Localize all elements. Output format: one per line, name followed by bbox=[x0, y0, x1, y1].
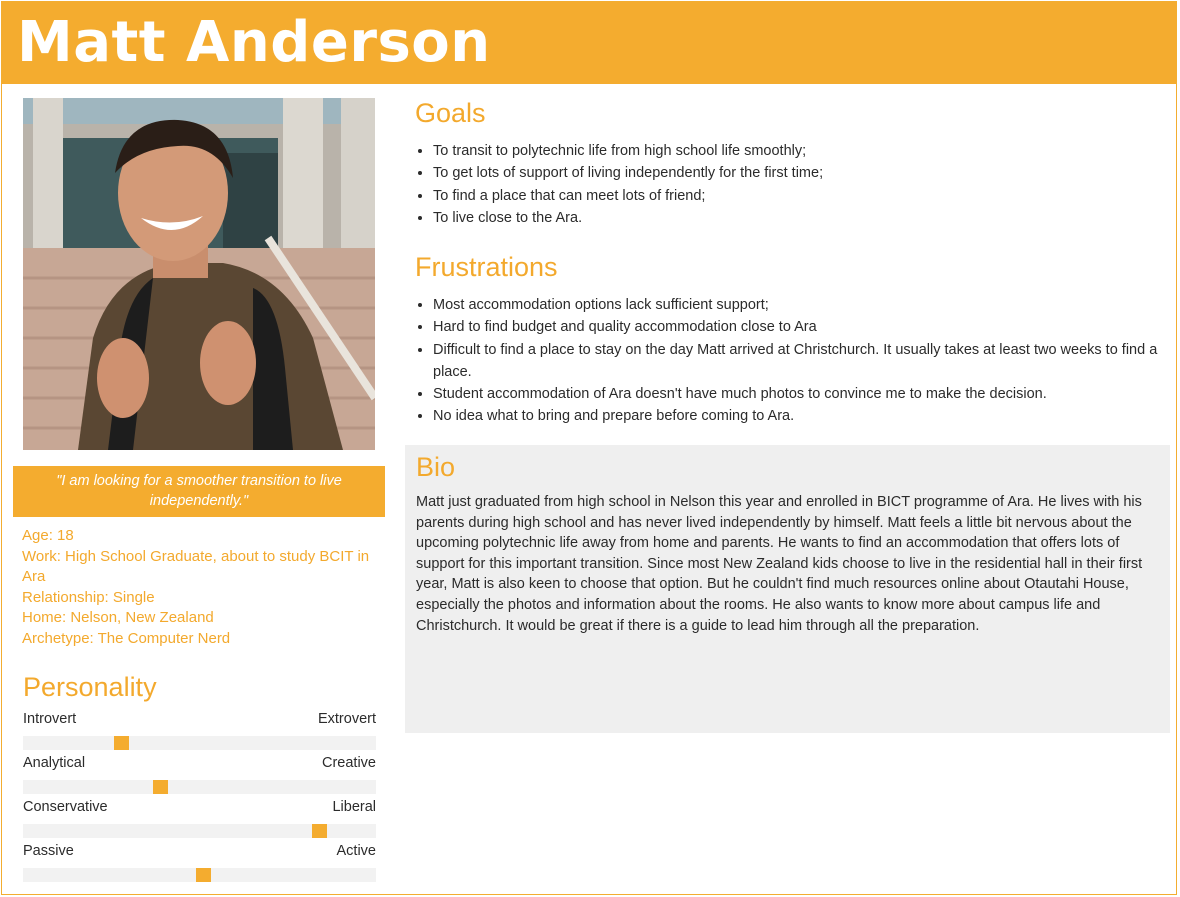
trait-right-label: Active bbox=[336, 843, 376, 859]
list-item: • No idea what to bring and prepare before coming to Ara. bbox=[433, 405, 1177, 427]
list-item: • To find a place that can meet lots of friend; bbox=[433, 185, 1177, 207]
trait-slider-introvert-extrovert bbox=[23, 711, 376, 751]
list-item: • To transit to polytechnic life from high school life smoothly; bbox=[433, 140, 1177, 162]
list-item: • Difficult to find a place to stay on the day Matt arrived at Christchurch. It usually takes at least two weeks to find a place. bbox=[433, 339, 1177, 384]
bio-text: Matt just graduated from high school in Nelson this year and enrolled in BICT programme of Ara. He lives with his parents during high school and has never lived independently by himself. Matt feels a little bit nervous about the upcoming polytechnic life away from home and parents. He wants to find an accommodation that offers lots of support for this important transition. Since most New Zealand kids choose to live in the residential hall in their first year, Matt is also keen to choose that option. But he couldn't find much resources online about Otautahi House, especially the photos and information about the rooms. He also wants to know more about campus life and Christchurch. It would be great if there is a guide to lead him through all the preparation. bbox=[416, 494, 1143, 634]
trait-marker bbox=[114, 736, 129, 750]
fact-home: Home: Nelson, New Zealand bbox=[22, 609, 214, 627]
persona-card bbox=[1, 1, 1177, 895]
trait-right-label: Liberal bbox=[332, 799, 376, 815]
list-item: • Student accommodation of Ara doesn't have much photos to convince me to make the decision. bbox=[433, 383, 1177, 405]
persona-name: Matt Anderson bbox=[17, 10, 491, 75]
fact-work: Work: High School Graduate, about to study BCIT in Ara bbox=[22, 547, 370, 586]
bio-title: Bio bbox=[416, 452, 456, 482]
fact-archetype: Archetype: The Computer Nerd bbox=[22, 629, 231, 647]
persona-photo bbox=[23, 98, 375, 450]
trait-slider-conservative-liberal bbox=[23, 799, 376, 839]
trait-marker bbox=[153, 780, 168, 794]
list-item: • Most accommodation options lack sufficient support; bbox=[433, 294, 1177, 316]
trait-left-label: Introvert bbox=[23, 711, 77, 727]
list-item: • To live close to the Ara. bbox=[433, 207, 1177, 229]
personality-title: Personality bbox=[23, 672, 157, 702]
header-bar bbox=[2, 2, 1176, 84]
trait-track bbox=[23, 780, 376, 794]
goals-list bbox=[415, 140, 1177, 229]
trait-marker bbox=[312, 824, 327, 838]
goals-title: Goals bbox=[415, 98, 486, 128]
trait-right-label: Creative bbox=[322, 755, 376, 771]
trait-slider-analytical-creative bbox=[23, 755, 376, 795]
trait-left-label: Conservative bbox=[23, 799, 108, 815]
fact-relationship: Relationship: Single bbox=[22, 588, 155, 606]
fact-age: Age: 18 bbox=[22, 527, 74, 544]
trait-slider-passive-active bbox=[23, 843, 376, 883]
list-item: • To get lots of support of living independently for the first time; bbox=[433, 162, 1177, 184]
frustrations-list bbox=[415, 294, 1177, 428]
trait-left-label: Passive bbox=[23, 843, 74, 859]
persona-quote: "I am looking for a smoother transition to live independently." bbox=[13, 466, 385, 517]
trait-left-label: Analytical bbox=[23, 755, 86, 771]
trait-marker bbox=[196, 868, 211, 882]
frustrations-title: Frustrations bbox=[415, 252, 558, 282]
bio-section bbox=[405, 445, 1170, 733]
list-item: • Hard to find budget and quality accommodation close to Ara bbox=[433, 316, 1177, 338]
trait-track bbox=[23, 736, 376, 750]
persona-facts bbox=[22, 526, 387, 650]
trait-right-label: Extrovert bbox=[317, 711, 376, 727]
